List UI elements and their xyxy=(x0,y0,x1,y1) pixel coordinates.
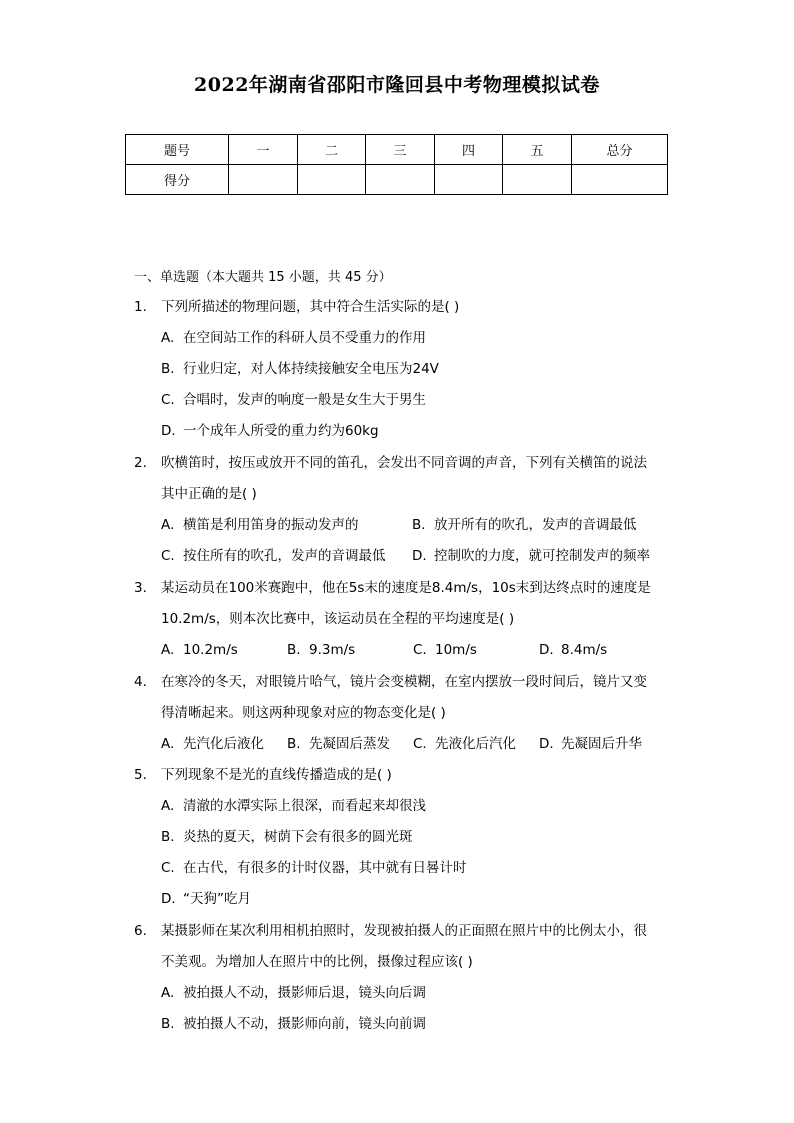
question-number: 5. xyxy=(134,767,147,783)
option-text: 合唱时，发声的响度一般是女生大于男生 xyxy=(183,392,426,408)
option-label: B. xyxy=(412,517,426,533)
question-number: 3. xyxy=(134,580,147,596)
option-text: 被拍摄人不动，摄影师后退，镜头向后调 xyxy=(183,985,426,1001)
score-header-cell: 五 xyxy=(503,135,572,165)
question-text: 某摄影师在某次利用相机拍照时，发现被拍摄人的正面照在照片中的比例太小，很 xyxy=(161,923,647,939)
question-text-continued: 不美观。为增加人在照片中的比例，摄像过程应该( ) xyxy=(161,954,473,970)
option-item xyxy=(161,416,379,447)
option-item xyxy=(539,635,607,666)
option-item xyxy=(161,791,426,822)
question-text: 下列现象不是光的直线传播造成的是( ) xyxy=(161,767,392,783)
score-header-cell: 二 xyxy=(298,135,366,165)
score-table-score-row xyxy=(126,165,668,195)
option-text: 先凝固后升华 xyxy=(561,736,642,752)
option-text: 9.3m/s xyxy=(309,642,356,658)
score-cell xyxy=(572,165,668,195)
option-text: 一个成年人所受的重力约为60kg xyxy=(183,423,379,439)
option-label: C. xyxy=(161,548,175,564)
option-label: B. xyxy=(287,736,301,752)
option-text: 横笛是利用笛身的振动发声的 xyxy=(183,517,359,533)
option-item xyxy=(287,635,355,666)
question-stem xyxy=(134,916,674,947)
score-header-cell: 三 xyxy=(366,135,435,165)
option-label: B. xyxy=(161,361,175,377)
question-text-continued: 其中正确的是( ) xyxy=(161,486,257,502)
option-item xyxy=(412,510,637,541)
option-item xyxy=(413,635,477,666)
option-label: C. xyxy=(161,392,175,408)
option-label: B. xyxy=(287,642,301,658)
option-label: D. xyxy=(161,423,176,439)
option-label: A. xyxy=(161,736,175,752)
option-text: 按住所有的吹孔，发声的音调最低 xyxy=(183,548,386,564)
option-item xyxy=(539,729,642,760)
option-text: “天狗”吃月 xyxy=(183,891,251,907)
option-label: C. xyxy=(161,860,175,876)
option-label: A. xyxy=(161,798,175,814)
score-cell xyxy=(229,165,298,195)
score-header-cell: 一 xyxy=(229,135,298,165)
option-text: 先汽化后液化 xyxy=(183,736,264,752)
score-header-cell: 四 xyxy=(435,135,503,165)
option-text: 在空间站工作的科研人员不受重力的作用 xyxy=(183,330,426,346)
question-text-continued: 10.2m/s，则本次比赛中，该运动员在全程的平均速度是( ) xyxy=(161,611,515,627)
option-item xyxy=(287,729,390,760)
option-label: A. xyxy=(161,642,175,658)
option-label: B. xyxy=(161,829,175,845)
option-label: C. xyxy=(413,642,427,658)
score-cell xyxy=(503,165,572,195)
question-stem xyxy=(134,573,674,604)
question-number: 1. xyxy=(134,299,147,315)
option-label: D. xyxy=(539,736,554,752)
option-text: 行业归定，对人体持续接触安全电压为24V xyxy=(183,361,439,377)
option-text: 10m/s xyxy=(435,642,477,658)
option-text: 10.2m/s xyxy=(183,642,238,658)
option-text: 控制吹的力度，就可控制发声的频率 xyxy=(434,548,650,564)
score-header-cell: 总分 xyxy=(572,135,668,165)
option-label: A. xyxy=(161,985,175,1001)
option-text: 炎热的夏天，树荫下会有很多的圆光斑 xyxy=(183,829,413,845)
option-label: A. xyxy=(161,330,175,346)
question-text: 下列所描述的物理问题，其中符合生活实际的是( ) xyxy=(161,299,460,315)
question-stem xyxy=(134,760,674,791)
question-text: 在寒冷的冬天，对眼镜片哈气，镜片会变模糊，在室内摆放一段时间后，镜片又变 xyxy=(161,674,647,690)
option-item xyxy=(161,385,426,416)
option-text: 先液化后汽化 xyxy=(435,736,516,752)
option-label: C. xyxy=(413,736,427,752)
option-item xyxy=(161,822,413,853)
score-header-cell: 题号 xyxy=(126,135,229,165)
question-text-continued: 得清晰起来。则这两种现象对应的物态变化是( ) xyxy=(161,705,446,721)
option-label: D. xyxy=(412,548,427,564)
score-row-label: 得分 xyxy=(126,165,229,195)
option-label: D. xyxy=(161,891,176,907)
score-table xyxy=(125,134,668,195)
score-cell xyxy=(435,165,503,195)
option-item xyxy=(161,635,238,666)
question-stem xyxy=(134,448,674,479)
score-cell xyxy=(366,165,435,195)
question-text: 吹横笛时，按压或放开不同的笛孔，会发出不同音调的声音，下列有关横笛的说法 xyxy=(161,455,647,471)
option-item xyxy=(161,323,426,354)
option-item xyxy=(161,510,359,541)
option-item xyxy=(161,853,467,884)
option-item xyxy=(161,541,386,572)
option-label: B. xyxy=(161,1016,175,1032)
option-item xyxy=(161,884,251,915)
option-item xyxy=(413,729,516,760)
question-text: 某运动员在100米赛跑中，他在5s末的速度是8.4m/s，10s末到达终点时的速度是 xyxy=(161,580,651,596)
option-item xyxy=(412,541,650,572)
score-table-header-row xyxy=(126,135,668,165)
option-text: 先凝固后蒸发 xyxy=(309,736,390,752)
question-stem xyxy=(134,667,674,698)
option-item xyxy=(161,978,426,1009)
section-heading: 一、单选题（本大题共 15 小题，共 45 分） xyxy=(134,270,392,285)
option-text: 清澈的水潭实际上很深，而看起来却很浅 xyxy=(183,798,426,814)
question-stem xyxy=(134,292,674,323)
score-cell xyxy=(298,165,366,195)
exam-title: 2022年湖南省邵阳市隆回县中考物理模拟试卷 xyxy=(194,74,600,96)
option-item xyxy=(161,1009,426,1040)
option-text: 放开所有的吹孔，发声的音调最低 xyxy=(434,517,637,533)
option-label: A. xyxy=(161,517,175,533)
option-item xyxy=(161,354,439,385)
question-number: 4. xyxy=(134,674,147,690)
option-label: D. xyxy=(539,642,554,658)
question-number: 6. xyxy=(134,923,147,939)
option-item xyxy=(161,729,264,760)
option-text: 在古代，有很多的计时仪器，其中就有日晷计时 xyxy=(183,860,467,876)
option-text: 被拍摄人不动，摄影师向前，镜头向前调 xyxy=(183,1016,426,1032)
question-number: 2. xyxy=(134,455,147,471)
option-text: 8.4m/s xyxy=(561,642,608,658)
